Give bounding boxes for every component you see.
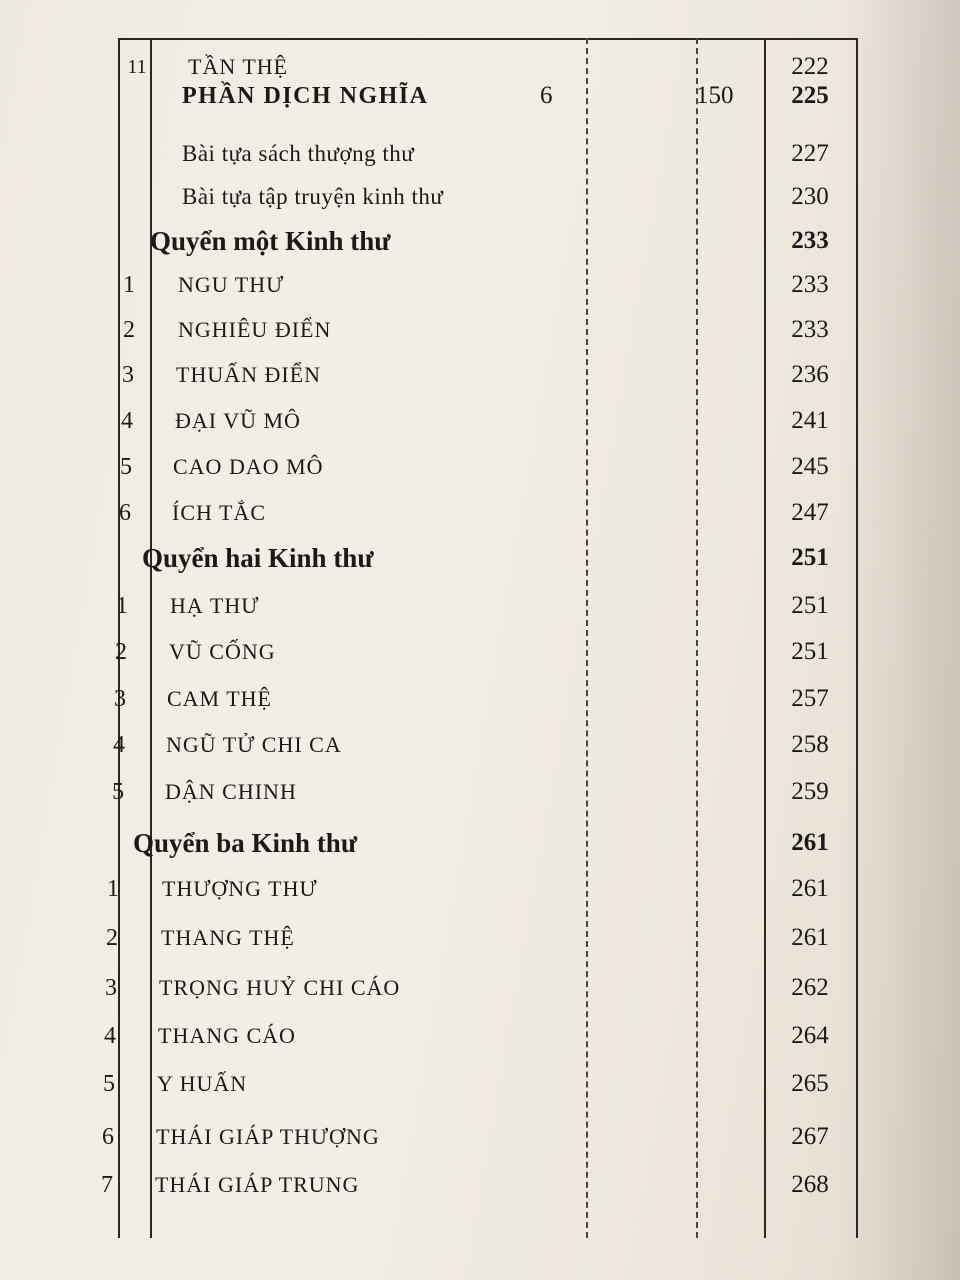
- row-number: 5: [112, 779, 124, 805]
- row-page: 261: [791, 924, 829, 951]
- row-number: 6: [119, 500, 131, 526]
- row-page: 241: [791, 407, 829, 434]
- row-title: TRỌNG HUỶ CHI CÁO: [159, 975, 401, 1000]
- row-number: 6: [102, 1124, 114, 1150]
- row-title: THÁI GIÁP TRUNG: [155, 1172, 360, 1197]
- row-title: DẬN CHINH: [165, 779, 297, 804]
- row-page: 261: [791, 875, 829, 902]
- row-page: 233: [791, 271, 829, 298]
- toc-row: [0, 444, 960, 490]
- row-title: NGHIÊU ĐIỂN: [178, 317, 332, 342]
- row-title: CAO DAO MÔ: [173, 454, 324, 479]
- row-number: 4: [104, 1023, 116, 1049]
- row-title: THANG CÁO: [158, 1023, 296, 1048]
- row-page: 258: [791, 731, 829, 758]
- row-title: ÍCH TẮC: [172, 500, 266, 525]
- toc-row: [0, 583, 960, 629]
- row-title: CAM THỆ: [167, 686, 272, 711]
- row-page: 227: [791, 140, 829, 167]
- toc-row: [0, 965, 960, 1011]
- book-heading-row: [0, 218, 960, 264]
- toc-row: [0, 262, 960, 308]
- row-number: 1: [116, 593, 128, 619]
- toc-row: [0, 1013, 960, 1059]
- row-title: NGŨ TỬ CHI CA: [166, 732, 342, 757]
- book-page: 251: [791, 544, 829, 571]
- row-number: 5: [103, 1071, 115, 1097]
- toc-row: [0, 174, 960, 220]
- row-number: 4: [113, 732, 125, 758]
- book-heading-row: [0, 820, 960, 866]
- toc-row: [0, 769, 960, 815]
- row-page: 247: [791, 499, 829, 526]
- row-page: 236: [791, 361, 829, 388]
- row-title: Y HUẤN: [157, 1071, 248, 1096]
- row-page: 257: [791, 685, 829, 712]
- row-number: 7: [101, 1172, 113, 1198]
- row-title: TẦN THỆ: [188, 54, 289, 79]
- row-page: 251: [791, 592, 829, 619]
- translation-header-row: [0, 73, 960, 119]
- section-title: PHẦN DỊCH NGHĨA: [182, 83, 429, 109]
- row-title: THANG THỆ: [161, 925, 295, 950]
- row-page: 262: [791, 974, 829, 1001]
- row-title: THƯỢNG THƯ: [162, 876, 318, 901]
- row-number: 3: [114, 686, 126, 712]
- row-number: 5: [120, 454, 132, 480]
- toc-row: [0, 866, 960, 912]
- toc-row: [0, 398, 960, 444]
- toc-row: [0, 722, 960, 768]
- row-page: 222: [791, 53, 829, 80]
- row-title: VŨ CỐNG: [169, 639, 276, 664]
- row-number: 3: [105, 975, 117, 1001]
- toc-row: [0, 1061, 960, 1107]
- row-page: 267: [791, 1123, 829, 1150]
- toc-row: [0, 307, 960, 353]
- row-page: 230: [791, 183, 829, 210]
- row-number: 1: [123, 272, 135, 298]
- toc-row: [0, 352, 960, 398]
- book-heading-row: [0, 535, 960, 581]
- row-page: 264: [791, 1022, 829, 1049]
- row-title: Bài tựa sách thượng thư: [182, 141, 415, 166]
- row-page: 265: [791, 1070, 829, 1097]
- book-title: Quyển một Kinh thư: [150, 226, 391, 256]
- row-page: 233: [791, 316, 829, 343]
- row-title: ĐẠI VŨ MÔ: [175, 408, 301, 433]
- toc-row: [0, 1162, 960, 1208]
- row-page: 245: [791, 453, 829, 480]
- toc-row: [0, 629, 960, 675]
- row-number: 11: [127, 56, 147, 78]
- row-page: 268: [791, 1171, 829, 1198]
- toc-row: [0, 676, 960, 722]
- toc-row: [0, 1114, 960, 1160]
- toc-row: [0, 915, 960, 961]
- toc-row: [0, 131, 960, 177]
- row-title: THÁI GIÁP THƯỢNG: [156, 1124, 380, 1149]
- row-number: 2: [106, 925, 118, 951]
- book-page: 233: [791, 227, 829, 254]
- book-title: Quyển ba Kinh thư: [133, 828, 358, 858]
- row-number: 2: [123, 317, 135, 343]
- book-page: 261: [791, 829, 829, 856]
- row-title: HẠ THƯ: [170, 593, 260, 618]
- book-title: Quyển hai Kinh thư: [142, 543, 374, 573]
- row-number: 4: [121, 408, 133, 434]
- row-page: 259: [791, 778, 829, 805]
- row-title: Bài tựa tập truyện kinh thư: [182, 184, 444, 209]
- row-title: THUẤN ĐIỂN: [176, 362, 322, 387]
- row-page: 251: [791, 638, 829, 665]
- toc-row: [0, 490, 960, 536]
- row-number: 2: [115, 639, 127, 665]
- section-page: 225: [791, 82, 829, 109]
- row-number: 1: [107, 876, 119, 902]
- column-b-value: 150: [696, 82, 734, 109]
- column-a-value: 6: [540, 82, 553, 109]
- row-title: NGU THƯ: [178, 272, 285, 297]
- row-number: 3: [122, 362, 134, 388]
